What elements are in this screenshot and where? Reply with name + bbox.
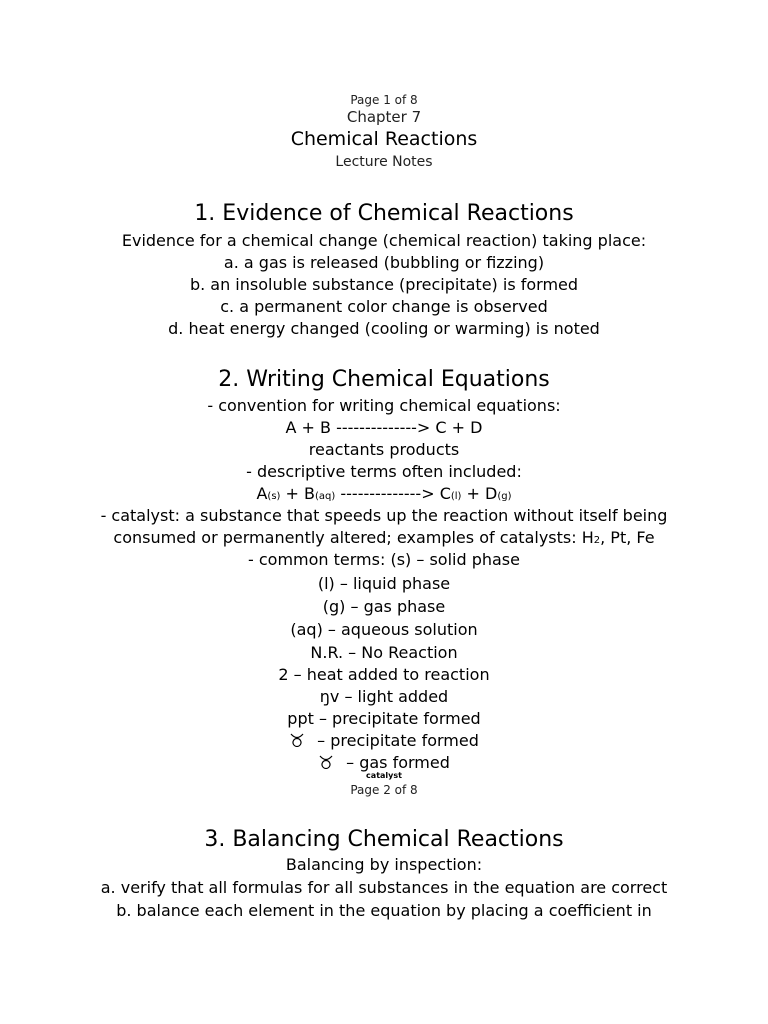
common-terms-text: - common terms: (s) – solid phase xyxy=(248,550,520,569)
page-number-2: Page 2 of 8 xyxy=(350,783,418,797)
state-equation: A(s) + B(aq) --------------> C(l) + D(g) xyxy=(256,484,512,503)
general-equation: A + B --------------> C + D xyxy=(285,418,483,437)
catalyst-label: catalyst xyxy=(366,771,402,780)
section-1-heading: 1. Evidence of Chemical Reactions xyxy=(194,201,574,226)
document-title: Chemical Reactions xyxy=(290,128,478,150)
catalyst-examples: consumed or permanently altered; examples of catalysts: H2, Pt, Fe xyxy=(113,528,655,547)
chapter-label: Chapter 7 xyxy=(346,108,422,126)
section-3-intro: Balancing by inspection: xyxy=(285,855,483,874)
term-item: (aq) – aqueous solution xyxy=(290,620,478,639)
term-item: 2 – heat added to reaction xyxy=(278,665,490,684)
document-subtitle: Lecture Notes xyxy=(335,154,433,170)
term-item: ppt – precipitate formed xyxy=(287,709,481,728)
reactants-products-label: reactants products xyxy=(308,440,460,459)
evidence-item: d. heat energy changed (cooling or warming) is noted xyxy=(168,319,600,338)
evidence-item: a. a gas is released (bubbling or fizzing) xyxy=(223,253,545,272)
page-number-1: Page 1 of 8 xyxy=(350,93,418,107)
section-2-heading: 2. Writing Chemical Equations xyxy=(218,367,550,392)
gas-symbol-term: – gas formed xyxy=(0,755,768,771)
evidence-item: b. an insoluble substance (precipitate) is formed xyxy=(189,275,579,294)
gas-symbol-icon xyxy=(318,755,334,769)
balancing-step: a. verify that all formulas for all substances in the equation are correct xyxy=(100,878,668,897)
descriptive-terms-text: - descriptive terms often included: xyxy=(246,462,522,481)
catalyst-definition: - catalyst: a substance that speeds up the reaction without itself being xyxy=(100,506,668,525)
term-item: ŋv – light added xyxy=(319,687,449,706)
term-item: (g) – gas phase xyxy=(322,597,446,616)
section-1-intro: Evidence for a chemical change (chemical reaction) taking place: xyxy=(121,231,647,250)
precipitate-symbol-term: – precipitate formed xyxy=(0,733,768,749)
term-item: (l) – liquid phase xyxy=(317,574,451,593)
balancing-step: b. balance each element in the equation by placing a coefficient in xyxy=(116,901,652,920)
section-3-heading: 3. Balancing Chemical Reactions xyxy=(204,827,564,852)
precipitate-symbol-icon xyxy=(289,733,305,747)
evidence-item: c. a permanent color change is observed xyxy=(220,297,548,316)
convention-text: - convention for writing chemical equations: xyxy=(207,396,561,415)
term-item: N.R. – No Reaction xyxy=(310,643,458,662)
